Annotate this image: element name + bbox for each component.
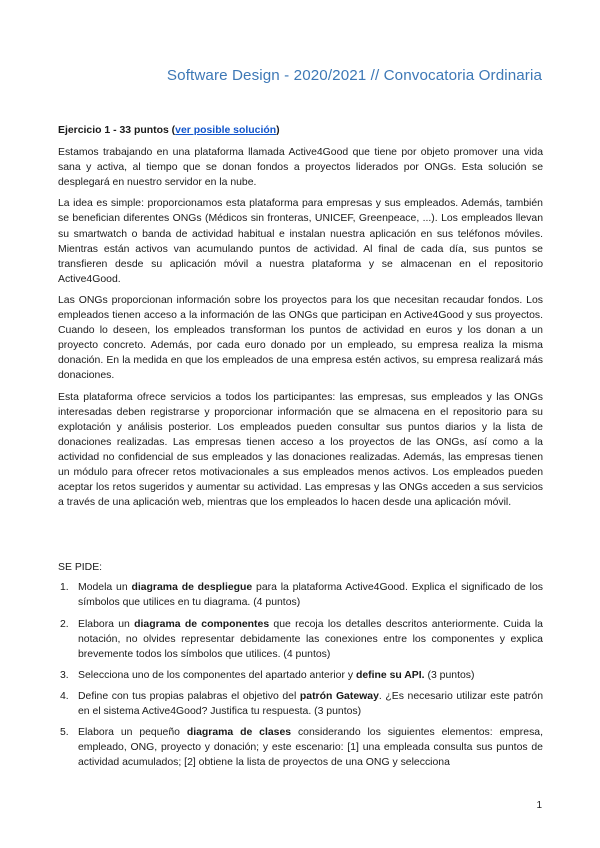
paragraph-4: Esta plataforma ofrece servicios a todos los participantes: las empresas, sus empleados y las ONGs interesadas deben registrarse y proporcionar información que se almacena en el repositorio para su explotación y análisis posterior. Los empleados pueden consultar sus puntos diarios y la lista de donaciones realizadas. Las empresas tienen acceso a los proyectos de las ONGs, así como a la actividad no confidencial de sus empleados y las donaciones realizadas. Además, las empresas tienen un módulo para ofrecer retos motivacionales a sus empleados menos activos. Los empleados pueden aceptar los retos sugeridos y aumentar su actividad. Las empresas y las ONGs acceden a sus servicios a través de una aplicación web, mientras que los empleados lo hacen desde una aplicación móvil. xyxy=(58,391,543,509)
task-keyword: define su API. xyxy=(355,669,425,681)
document-body xyxy=(58,123,543,776)
exercise-heading xyxy=(58,123,543,138)
task-keyword: diagrama de despliegue xyxy=(131,582,253,594)
solution-link[interactable]: ver posible solución xyxy=(175,125,277,136)
paragraph-2: La idea es simple: proporcionamos esta plataforma para empresas y sus empleados. Además, también se benefician diferentes ONGs (Médicos sin fronteras, UNICEF, Greenpeace, ...). Los empleados llevan su smartwatch o banda de actividad habitual e instalan nuestra aplicación en sus teléfonos móviles. Mientras están activos van acumulando puntos de actividad. Al final de cada día, sus puntos se transfieren desde su aplicación móvil a nuestra plataforma y se almacenan en el repositorio Active4Good. xyxy=(58,198,543,285)
task-text: Define con tus propias palabras el objetivo del xyxy=(78,690,300,702)
task-text: Elabora un xyxy=(78,618,135,630)
document-title: Software Design - 2020/2021 // Convocatoria Ordinaria xyxy=(166,67,542,84)
task-number: 1. xyxy=(60,582,69,594)
task-text: (3 puntos) xyxy=(424,669,475,681)
task-item-5 xyxy=(58,725,543,770)
se-pide-heading: SE PIDE: xyxy=(58,562,103,574)
task-text: Modela un xyxy=(78,582,132,594)
task-list xyxy=(58,580,543,770)
paragraph-3: Las ONGs proporcionan información sobre los proyectos para los que necesitan recaudar fondos. Los empleados tienen acceso a la información de las ONGs que participan en Active4Good y sus proyectos. Cuando lo deseen, los empleados transforman los puntos de actividad en euros y los donan a un proyecto concreto. Además, por cada euro donado por un empleado, su empresa realiza la misma donación. En la medida en que los empleados de una empresa estén activos, su empresa realizará más donaciones. xyxy=(58,294,543,382)
task-text: para la plataforma Active4Good. Explica el significado de los símbolos que utilices en tu diagrama. (4 puntos) xyxy=(78,582,543,609)
task-text: que recoja los detalles descritos anteriormente. Cuida la notación, no olvides representar debidamente las conexiones entre los componentes y explica brevemente todos los símbolos que utilices. (4 puntos) xyxy=(78,618,543,660)
task-keyword: patrón Gateway xyxy=(299,690,379,702)
paragraph-1: Estamos trabajando en una plataforma llamada Active4Good que tiene por objeto promover una vida sana y activa, al tiempo que se donan fondos a proyectos liderados por ONGs. Esta solución se desplegará en nuestro servidor en la nube. xyxy=(58,147,543,189)
section-spacer xyxy=(58,516,543,560)
task-keyword: diagrama de clases xyxy=(186,727,292,739)
exercise-heading-close: ) xyxy=(276,125,280,136)
task-text: Elabora un pequeño xyxy=(78,727,187,739)
task-number: 5. xyxy=(60,727,69,739)
task-number: 4. xyxy=(60,690,69,702)
exercise-heading-text: Ejercicio 1 - 33 puntos ( xyxy=(58,125,176,136)
task-item-1 xyxy=(58,580,543,610)
task-item-4 xyxy=(58,689,543,719)
task-text: considerando los siguientes elementos: empresa, empleado, ONG, proyecto y donación; y este escenario: [1] una empleada consulta sus puntos de actividad acumulados; [2] obtiene la lista de proyectos de una ONG y selecciona xyxy=(78,727,543,769)
task-keyword: diagrama de componentes xyxy=(134,618,270,630)
task-text: Selecciona uno de los componentes del apartado anterior y xyxy=(78,669,356,681)
task-item-2 xyxy=(58,617,543,662)
task-item-3 xyxy=(58,668,543,683)
task-number: 2. xyxy=(60,618,69,630)
task-text: . ¿Es necesario utilizar este patrón en el sistema Active4Good? Justifica tu respuesta. (3 puntos) xyxy=(78,690,544,717)
task-number: 3. xyxy=(60,669,69,681)
page-number: 1 xyxy=(536,800,542,811)
